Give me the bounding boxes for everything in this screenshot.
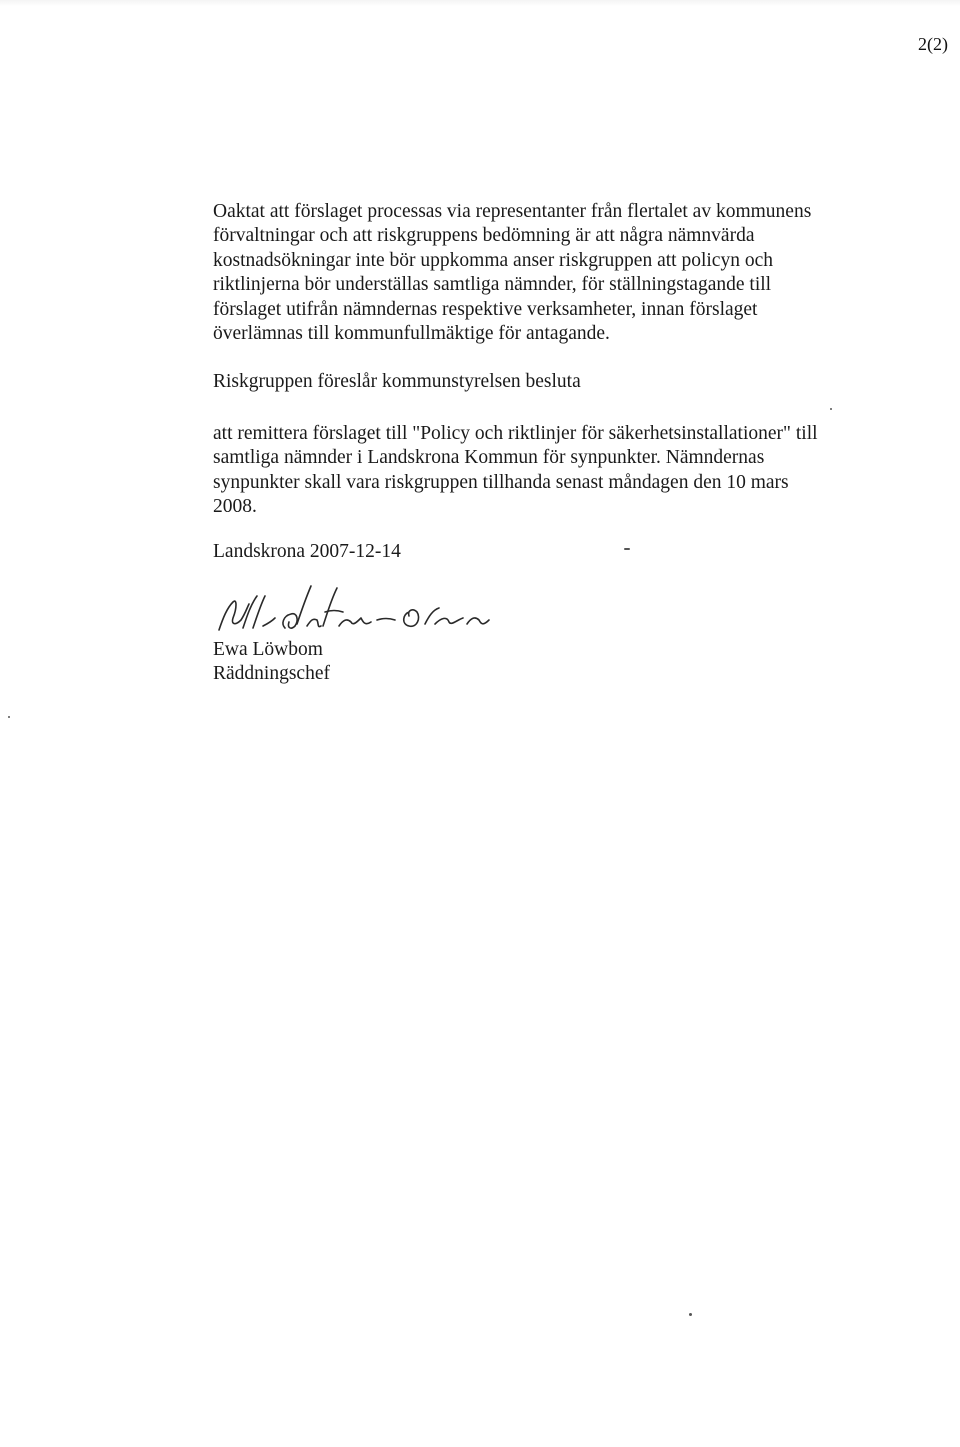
paragraph-decision: att remittera förslaget till "Policy och riktlinjer för säkerhetsinstallationer" till samtliga nämnder i Landskrona Kommun för synpunkter. Nämndernas synpunkter skall vara riskgruppen tillhanda senast måndagen den 10 mars 2008. [213, 423, 818, 518]
paragraph-proposal-intro: Riskgruppen föreslår kommunstyrelsen besluta [213, 371, 581, 392]
signature-block [213, 578, 533, 687]
scan-speck [624, 548, 630, 550]
paragraph-background: Oaktat att förslaget processas via representanter från flertalet av kommunens förvaltningar och att riskgruppens bedömning är att några nämnvärda kostnadsökningar inte bör uppkomma anser riskgruppen att policyn och riktlinjerna bör underställas samtliga nämnder, för ställningstagande till förslaget utifrån nämndernas respektive verksamheter, innan förslaget överlämnas till kommunfullmäktige för antagande. [213, 201, 812, 345]
document-body [213, 200, 873, 562]
scan-speck [689, 1313, 692, 1316]
scan-edge [0, 0, 960, 6]
page-number: 2(2) [918, 34, 948, 54]
handwritten-signature [213, 578, 503, 642]
scan-speck [8, 716, 10, 718]
signatory-title: Räddningschef [213, 663, 330, 685]
signatory-name: Ewa Löwbom [213, 639, 323, 660]
place-date: Landskrona 2007-12-14 [213, 541, 401, 562]
scan-speck [830, 408, 832, 410]
